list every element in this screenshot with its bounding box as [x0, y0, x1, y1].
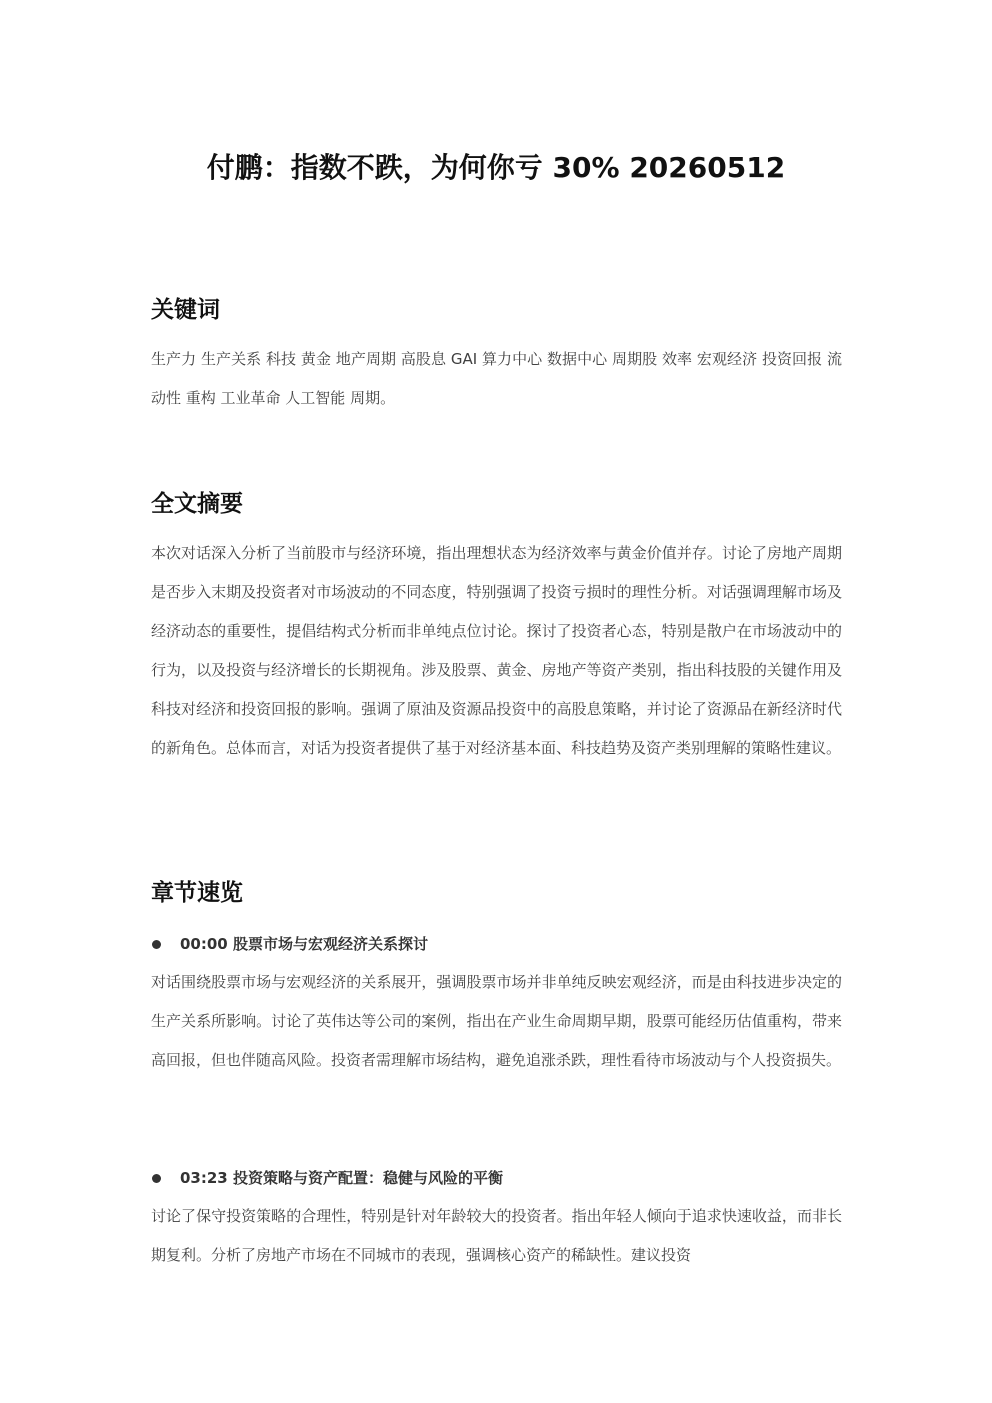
keywords-heading: 关键词 — [151, 297, 220, 323]
keywords-text: 生产力 生产关系 科技 黄金 地产周期 高股息 GAI 算力中心 数据中心 周期股 效率 宏观经济 投资回报 流动性 重构 工业革命 人工智能 周期。 — [151, 350, 842, 407]
summary-heading: 全文摘要 — [151, 491, 243, 517]
chapters-heading: 章节速览 — [151, 880, 243, 906]
summary-text: 本次对话深入分析了当前股市与经济环境，指出理想状态为经济效率与黄金价值并存。讨论了房地产周期是否步入末期及投资者对市场波动的不同态度，特别强调了投资亏损时的理性分析。对话强调理解市场及经济动态的重要性，提倡结构式分析而非单纯点位讨论。探讨了投资者心态，特别是散户在市场波动中的行为，以及投资与经济增长的长期视角。涉及股票、黄金、房地产等资产类别，指出科技股的关键作用及科技对经济和投资回报的影响。强调了原油及资源品投资中的高股息策略，并讨论了资源品在新经济时代的新角色。总体而言，对话为投资者提供了基于对经济基本面、科技趋势及资产类别理解的策略性建议。 — [151, 544, 842, 757]
document-title: 付鹏：指数不跌，为何你亏 30% 20260512 — [206, 151, 786, 184]
chapter-title: 00:00 股票市场与宏观经济关系探讨 — [180, 935, 428, 953]
chapter-text: 对话围绕股票市场与宏观经济的关系展开，强调股票市场并非单纯反映宏观经济，而是由科技进步决定的生产关系所影响。讨论了英伟达等公司的案例，指出在产业生命周期早期，股票可能经历估值重构，带来高回报，但也伴随高风险。投资者需理解市场结构，避免追涨杀跌，理性看待市场波动与个人投资损失。 — [151, 973, 842, 1069]
chapter-title: 03:23 投资策略与资产配置：稳健与风险的平衡 — [180, 1169, 503, 1187]
chapter-item-header — [151, 1165, 842, 1191]
chapter-item-header — [151, 931, 842, 957]
bullet-icon — [152, 940, 161, 949]
bullet-icon — [152, 1174, 161, 1183]
chapter-text: 讨论了保守投资策略的合理性，特别是针对年龄较大的投资者。指出年轻人倾向于追求快速收益，而非长期复利。分析了房地产市场在不同城市的表现，强调核心资产的稀缺性。建议投资 — [151, 1207, 842, 1264]
